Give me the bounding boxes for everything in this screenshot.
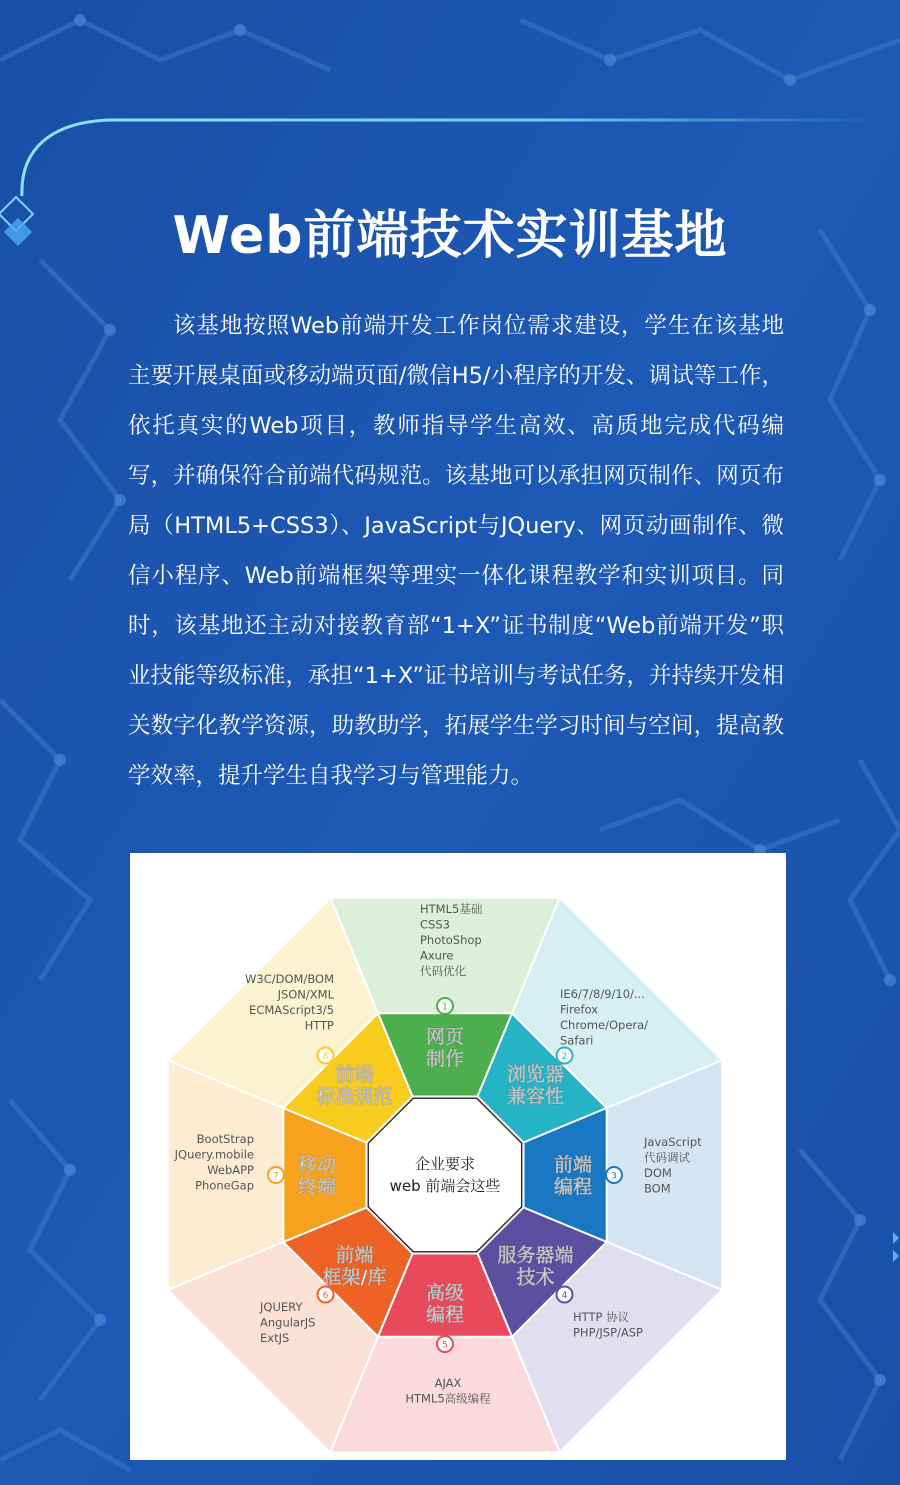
- skill-item: BOM: [644, 1181, 671, 1196]
- skill-item: ECMAScript3/5: [249, 1003, 334, 1017]
- skill-item: HTTP: [304, 1018, 334, 1033]
- segment-label-8: 标准规范: [316, 1085, 393, 1108]
- page-title: Web前端技术实训基地: [172, 205, 728, 266]
- skill-item: HTML5基础: [420, 902, 483, 916]
- skill-item: JavaScript: [644, 1135, 702, 1149]
- skill-item: Safari: [560, 1033, 594, 1048]
- skill-item: Firefox: [560, 1002, 599, 1017]
- segment-label-3: 编程: [553, 1176, 593, 1198]
- skill-item: ExtJS: [260, 1331, 290, 1345]
- center-text: web 前端会这些: [389, 1177, 501, 1195]
- skill-item: AngularJS: [260, 1315, 316, 1330]
- center-text: 企业要求: [414, 1155, 476, 1173]
- segment-label-5: 编程: [425, 1304, 465, 1326]
- segment-label-5: 高级: [425, 1282, 465, 1304]
- skill-item: HTTP 协议: [573, 1310, 630, 1324]
- number-label-7: 7: [273, 1171, 279, 1182]
- segment-label-1: 制作: [425, 1048, 465, 1070]
- skill-item: DOM: [644, 1166, 672, 1180]
- segment-label-8: 前端: [335, 1063, 374, 1086]
- skill-item: JQuery.mobile: [174, 1147, 254, 1162]
- segment-label-7: 移动: [297, 1154, 337, 1176]
- skill-item: JQUERY: [260, 1300, 303, 1314]
- skill-item: HTML5高级编程: [405, 1391, 491, 1406]
- description-paragraph: 该基地按照Web前端开发工作岗位需求建设，学生在该基地主要开展桌面或移动端页面/微信H5/小程序的开发、调试等工作，依托真实的Web项目，教师指导学生高效、高质地完成代码编写，并确保符合前端代码规范。该基地可以承担网页制作、网页布局（HTML5+CSS3）、JavaScript与JQuery、网页动画制作、微信小程序、Web前端框架等理实一体化课程教学和实训项目。同时，该基地还主动对接教育部“1+X”证书制度“Web前端开发”职业技能等级标准，承担“1+X”证书培训与考试任务，并持续开发相关数字化教学资源，助教助学，拓展学生学习时间与空间，提高教学效率，提升学生自我学习与管理能力。: [128, 312, 784, 789]
- segment-label-4: 技术: [516, 1266, 555, 1289]
- number-label-8: 8: [322, 1051, 329, 1062]
- skill-item: AJAX: [434, 1376, 462, 1390]
- number-label-4: 4: [561, 1291, 568, 1302]
- skill-item: WebAPP: [207, 1163, 254, 1177]
- number-label-3: 3: [611, 1171, 617, 1182]
- segment-label-6: 前端: [335, 1244, 374, 1267]
- segment-label-4: 服务器端: [497, 1244, 574, 1267]
- skill-item: PhotoShop: [420, 933, 482, 947]
- segment-label-7: 终端: [297, 1176, 337, 1198]
- number-label-1: 1: [442, 1002, 448, 1013]
- segment-label-2: 兼容性: [507, 1085, 565, 1108]
- number-label-5: 5: [442, 1340, 448, 1351]
- skill-item: Axure: [420, 948, 454, 963]
- number-label-6: 6: [322, 1291, 329, 1302]
- skill-item: W3C/DOM/BOM: [245, 972, 334, 986]
- segment-label-3: 前端: [553, 1154, 593, 1176]
- skill-item: IE6/7/8/9/10/...: [560, 987, 645, 1001]
- number-label-2: 2: [561, 1051, 568, 1062]
- center-octagon: [368, 1098, 521, 1251]
- skill-item: 代码优化: [420, 964, 466, 978]
- skill-item: JSON/XML: [277, 987, 334, 1002]
- frontend-skills-octagon-diagram: [130, 853, 786, 1460]
- skill-item: PHP/JSP/ASP: [573, 1325, 643, 1340]
- segment-label-2: 浏览器: [507, 1063, 565, 1086]
- skill-item: BootStrap: [196, 1132, 254, 1146]
- diagram-panel: [130, 853, 786, 1460]
- skill-item: PhoneGap: [195, 1178, 254, 1193]
- skill-item: Chrome/Opera/: [560, 1018, 649, 1032]
- skill-item: CSS3: [420, 917, 450, 932]
- skill-item: 代码调试: [644, 1150, 690, 1165]
- segment-label-1: 网页: [425, 1026, 465, 1048]
- segment-label-6: 框架/库: [322, 1266, 387, 1289]
